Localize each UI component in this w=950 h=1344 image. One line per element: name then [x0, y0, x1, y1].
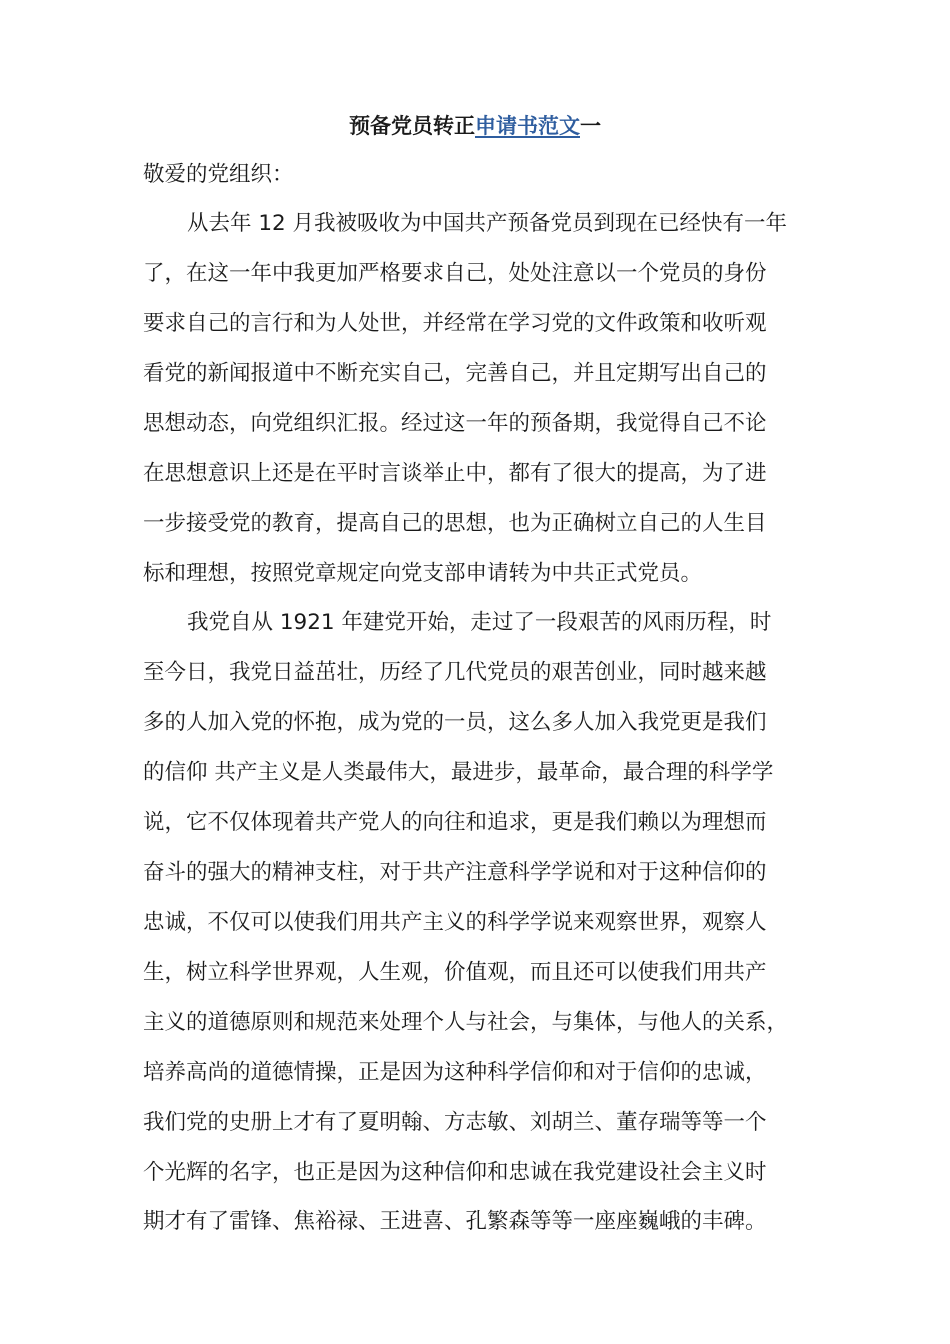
body-line: 生，树立科学世界观，人生观，价值观，而且还可以使我们用共产: [143, 960, 767, 985]
body-line: 多的人加入党的怀抱，成为党的一员，这么多人加入我党更是我们: [143, 710, 767, 735]
body-line: 我党自从 1921 年建党开始，走过了一段艰苦的风雨历程，时: [187, 610, 772, 635]
body-line: 从去年 12 月我被吸收为中国共产预备党员到现在已经快有一年: [187, 211, 788, 236]
body-line: 在思想意识上还是在平时言谈举止中，都有了很大的提高，为了进: [143, 461, 767, 486]
title-suffix: 一: [580, 114, 601, 138]
body-line: 个光辉的名字，也正是因为这种信仰和忠诚在我党建设社会主义时: [143, 1160, 767, 1185]
body-line: 的信仰 共产主义是人类最伟大，最进步，最革命，最合理的科学学: [143, 760, 774, 785]
body-line: 标和理想，按照党章规定向党支部申请转为中共正式党员。: [143, 561, 703, 586]
body-line: 思想动态，向党组织汇报。经过这一年的预备期，我觉得自己不论: [143, 411, 767, 436]
body-line: 要求自己的言行和为人处世，并经常在学习党的文件政策和收听观: [143, 311, 767, 336]
body-line: 期才有了雷锋、焦裕禄、王进喜、孔繁森等等一座座巍峨的丰碑。: [143, 1209, 767, 1234]
body-line: 至今日，我党日益茁壮，历经了几代党员的艰苦创业，同时越来越: [143, 660, 767, 685]
body-line: 了，在这一年中我更加严格要求自己，处处注意以一个党员的身份: [143, 261, 767, 286]
body-line: 奋斗的强大的精神支柱，对于共产注意科学学说和对于这种信仰的: [143, 860, 767, 885]
body-line: 培养高尚的道德情操，正是因为这种科学信仰和对于信仰的忠诚，: [143, 1060, 767, 1085]
title-link[interactable]: 申请书范文: [475, 114, 580, 138]
body-line: 我们党的史册上才有了夏明翰、方志敏、刘胡兰、董存瑞等等一个: [143, 1110, 767, 1135]
body-line: 看党的新闻报道中不断充实自己，完善自己，并且定期写出自己的: [143, 361, 767, 386]
body-line: 说，它不仅体现着共产党人的向往和追求，更是我们赖以为理想而: [143, 810, 767, 835]
title-prefix: 预备党员转正: [349, 114, 475, 138]
body-line: 主义的道德原则和规范来处理个人与社会，与集体，与他人的关系，: [143, 1010, 789, 1035]
body-line: 一步接受党的教育，提高自己的思想，也为正确树立自己的人生目: [143, 511, 767, 536]
document-title: [0, 112, 950, 140]
body-line: 忠诚，不仅可以使我们用共产主义的科学学说来观察世界，观察人: [143, 910, 767, 935]
salutation: 敬爱的党组织：: [143, 162, 294, 187]
